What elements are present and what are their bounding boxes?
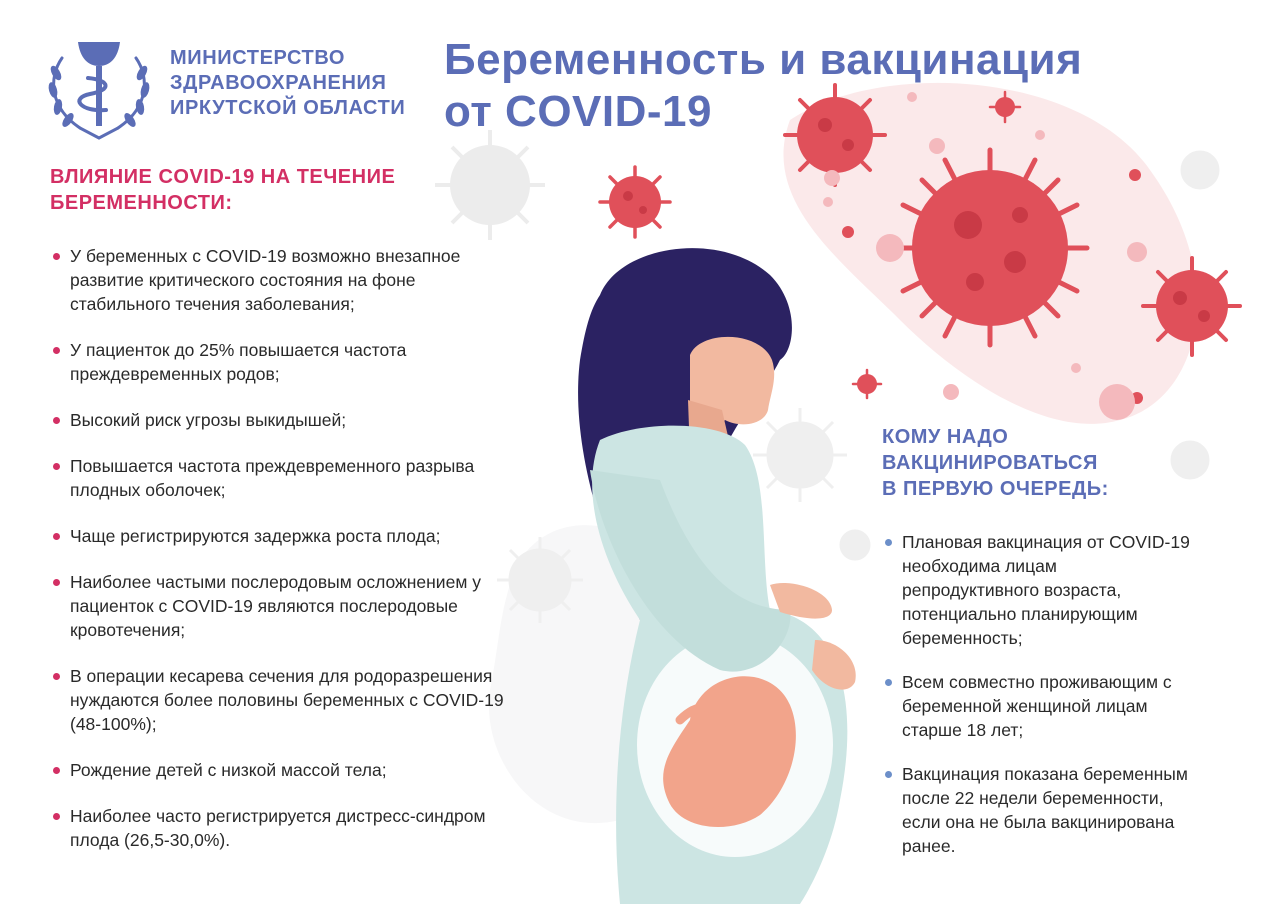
list-item-line: У пациенток до 25% повышается частота	[70, 340, 407, 360]
list-item	[50, 338, 590, 386]
list-item-line: Наиболее частыми послеродовым осложнением у	[70, 572, 481, 592]
bullet-icon	[885, 679, 892, 686]
list-item-line: Рождение детей с низкой массой тела;	[70, 760, 387, 780]
bullet-icon	[885, 539, 892, 546]
faded-virus-icon	[753, 408, 847, 502]
list-item-line: беременной женщиной лицам	[902, 696, 1148, 716]
list-item	[50, 244, 590, 316]
bullet-icon	[53, 347, 60, 354]
bullet-icon	[53, 253, 60, 260]
list-item-line: плода (26,5-30,0%).	[70, 830, 231, 850]
list-item-line: Всем совместно проживающим с	[902, 672, 1172, 692]
list-item-line: развитие критического состояния на фоне	[70, 270, 416, 290]
bullet-icon	[885, 771, 892, 778]
medical-emblem-icon	[40, 28, 158, 140]
list-item-line: старше 18 лет;	[902, 720, 1024, 740]
vaccination-heading-line-3: В ПЕРВУЮ ОЧЕРЕДЬ:	[882, 478, 1109, 500]
list-item	[50, 408, 590, 432]
bullet-icon	[53, 767, 60, 774]
vaccination-heading-line-2: ВАКЦИНИРОВАТЬСЯ	[882, 452, 1098, 474]
list-item	[882, 670, 1262, 742]
influence-heading-line-2: БЕРЕМЕННОСТИ:	[50, 192, 233, 214]
list-item-line: нуждаются более половины беременных с COVID-19	[70, 690, 504, 710]
list-item-line: Плановая вакцинация от COVID-19	[902, 532, 1190, 552]
list-item	[50, 804, 590, 852]
vaccination-list	[882, 530, 1262, 858]
list-item	[50, 454, 590, 502]
list-item-line: (48-100%);	[70, 714, 157, 734]
bullet-icon	[53, 673, 60, 680]
list-item-line: потенциально планирующим	[902, 604, 1138, 624]
list-item	[50, 524, 590, 548]
title-line-1: Беременность и вакцинация	[444, 35, 1083, 84]
list-item-line: необходима лицам	[902, 556, 1057, 576]
list-item-line: Наиболее часто регистрируется дистресс-синдром	[70, 806, 486, 826]
list-item-line: репродуктивного возраста,	[902, 580, 1122, 600]
bullet-icon	[53, 417, 60, 424]
list-item	[50, 570, 590, 642]
ministry-name	[170, 46, 470, 121]
influence-heading-line-1: ВЛИЯНИЕ COVID-19 НА ТЕЧЕНИЕ	[50, 166, 396, 188]
ministry-line-3: ИРКУТСКОЙ ОБЛАСТИ	[170, 97, 406, 119]
influence-list	[50, 244, 590, 852]
bullet-icon	[53, 813, 60, 820]
list-item-line: беременность;	[902, 628, 1023, 648]
list-item-line: У беременных с COVID-19 возможно внезапное	[70, 246, 461, 266]
virus-icon	[893, 150, 1087, 345]
list-item-line: кровотечения;	[70, 620, 186, 640]
vaccination-heading	[882, 424, 1262, 502]
list-item-line: плодных оболочек;	[70, 480, 226, 500]
bullet-icon	[53, 579, 60, 586]
list-item-line: пациенток с COVID-19 являются послеродовые	[70, 596, 458, 616]
list-item-line: после 22 недели беременности,	[902, 788, 1164, 808]
page-title	[444, 34, 1082, 138]
ministry-line-1: МИНИСТЕРСТВО	[170, 47, 346, 69]
virus-icon	[1143, 258, 1240, 355]
vaccination-priority-section	[882, 424, 1262, 878]
list-item-line: преждевременных родов;	[70, 364, 280, 384]
list-item-line: Вакцинация показана беременным	[902, 764, 1188, 784]
ministry-line-2: ЗДРАВООХРАНЕНИЯ	[170, 72, 387, 94]
bullet-icon	[53, 463, 60, 470]
list-item-line: если она не была вакцинирована	[902, 812, 1175, 832]
list-item	[50, 664, 590, 736]
list-item-line: Повышается частота преждевременного разрыва	[70, 456, 475, 476]
covid-influence-section	[50, 164, 590, 874]
list-item	[882, 762, 1262, 858]
vaccination-heading-line-1: КОМУ НАДО	[882, 426, 1009, 448]
pregnant-woman-illustration	[578, 248, 856, 904]
list-item-line: Чаще регистрируются задержка роста плода;	[70, 526, 441, 546]
title-line-2: от COVID-19	[444, 87, 712, 136]
list-item-line: Высокий риск угрозы выкидышей;	[70, 410, 347, 430]
list-item-line: В операции кесарева сечения для родоразрешения	[70, 666, 493, 686]
list-item	[50, 758, 590, 782]
virus-icon	[600, 167, 670, 237]
list-item-line: ранее.	[902, 836, 956, 856]
influence-heading	[50, 164, 590, 216]
list-item-line: стабильного течения заболевания;	[70, 294, 355, 314]
list-item	[882, 530, 1262, 650]
bullet-icon	[53, 533, 60, 540]
